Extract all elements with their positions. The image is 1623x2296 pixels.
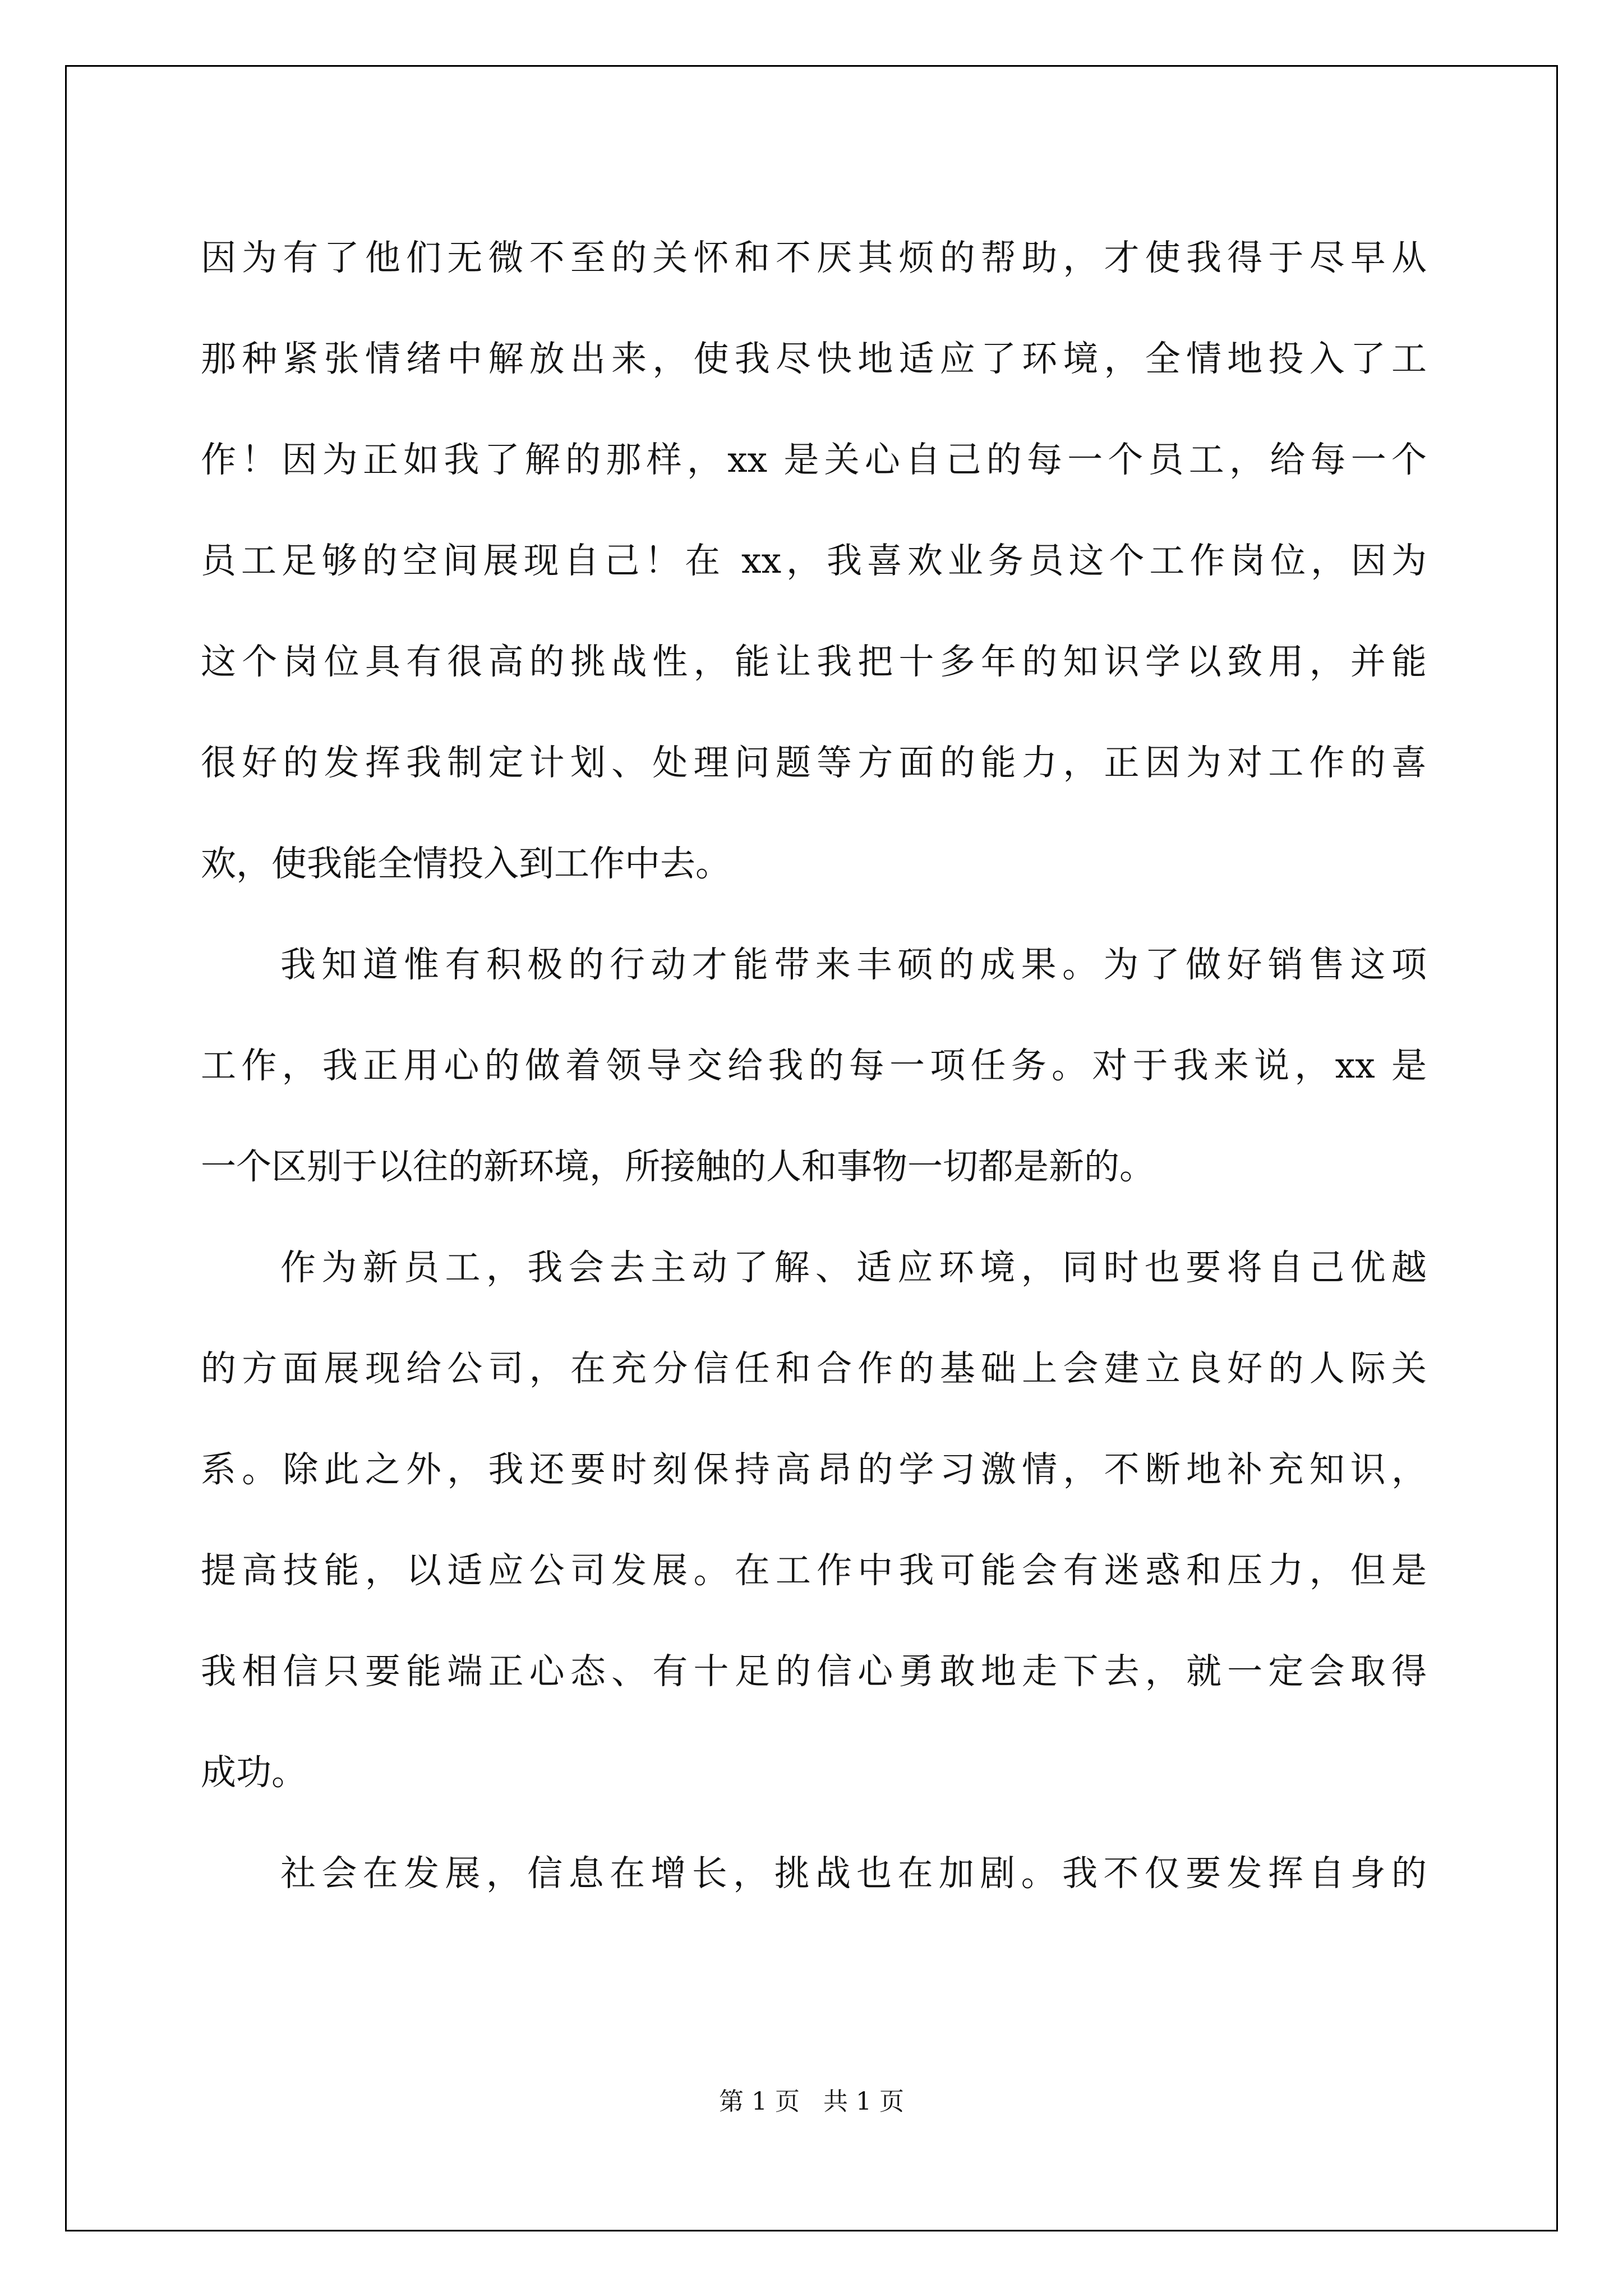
text-line: 这个岗位具有很高的挑战性，能让我把十多年的知识学以致用，并能 <box>201 641 1427 682</box>
text-line: 欢，使我能全情投入到工作中去。 <box>201 843 731 884</box>
text-line: 提高技能，以适应公司发展。在工作中我可能会有迷惑和压力，但是 <box>201 1550 1427 1591</box>
text-line: 的方面展现给公司，在充分信任和合作的基础上会建立良好的人际关 <box>201 1348 1427 1389</box>
text-line: 我知道惟有积极的行动才能带来丰硕的成果。为了做好销售这项 <box>280 944 1427 985</box>
text-line: 作！因为正如我了解的那样，xx 是关心自己的每一个员工，给每一个 <box>201 439 1427 480</box>
text-line: 一个区别于以往的新环境，所接触的人和事物一切都是新的。 <box>201 1146 1155 1187</box>
text-line: 成功。 <box>201 1752 307 1793</box>
text-line: 因为有了他们无微不至的关怀和不厌其烦的帮助，才使我得于尽早从 <box>201 237 1427 278</box>
text-line: 很好的发挥我制定计划、处理问题等方面的能力，正因为对工作的喜 <box>201 742 1427 783</box>
document-body <box>201 208 1427 1924</box>
text-line: 社会在发展，信息在增长，挑战也在加剧。我不仅要发挥自身的 <box>280 1853 1427 1894</box>
text-line: 那种紧张情绪中解放出来，使我尽快地适应了环境，全情地投入了工 <box>201 338 1427 379</box>
text-line: 工作，我正用心的做着领导交给我的每一项任务。对于我来说，xx 是 <box>201 1045 1427 1086</box>
text-line: 作为新员工，我会去主动了解、适应环境，同时也要将自己优越 <box>280 1247 1427 1288</box>
text-line: 我相信只要能端正心态、有十足的信心勇敢地走下去，就一定会取得 <box>201 1651 1427 1692</box>
text-line: 系。除此之外，我还要时刻保持高昂的学习激情，不断地补充知识， <box>201 1449 1427 1490</box>
text-line: 员工足够的空间展现自己！在 xx，我喜欢业务员这个工作岗位，因为 <box>201 540 1427 581</box>
page-footer: 第 1 页 共 1 页 <box>719 2087 904 2116</box>
